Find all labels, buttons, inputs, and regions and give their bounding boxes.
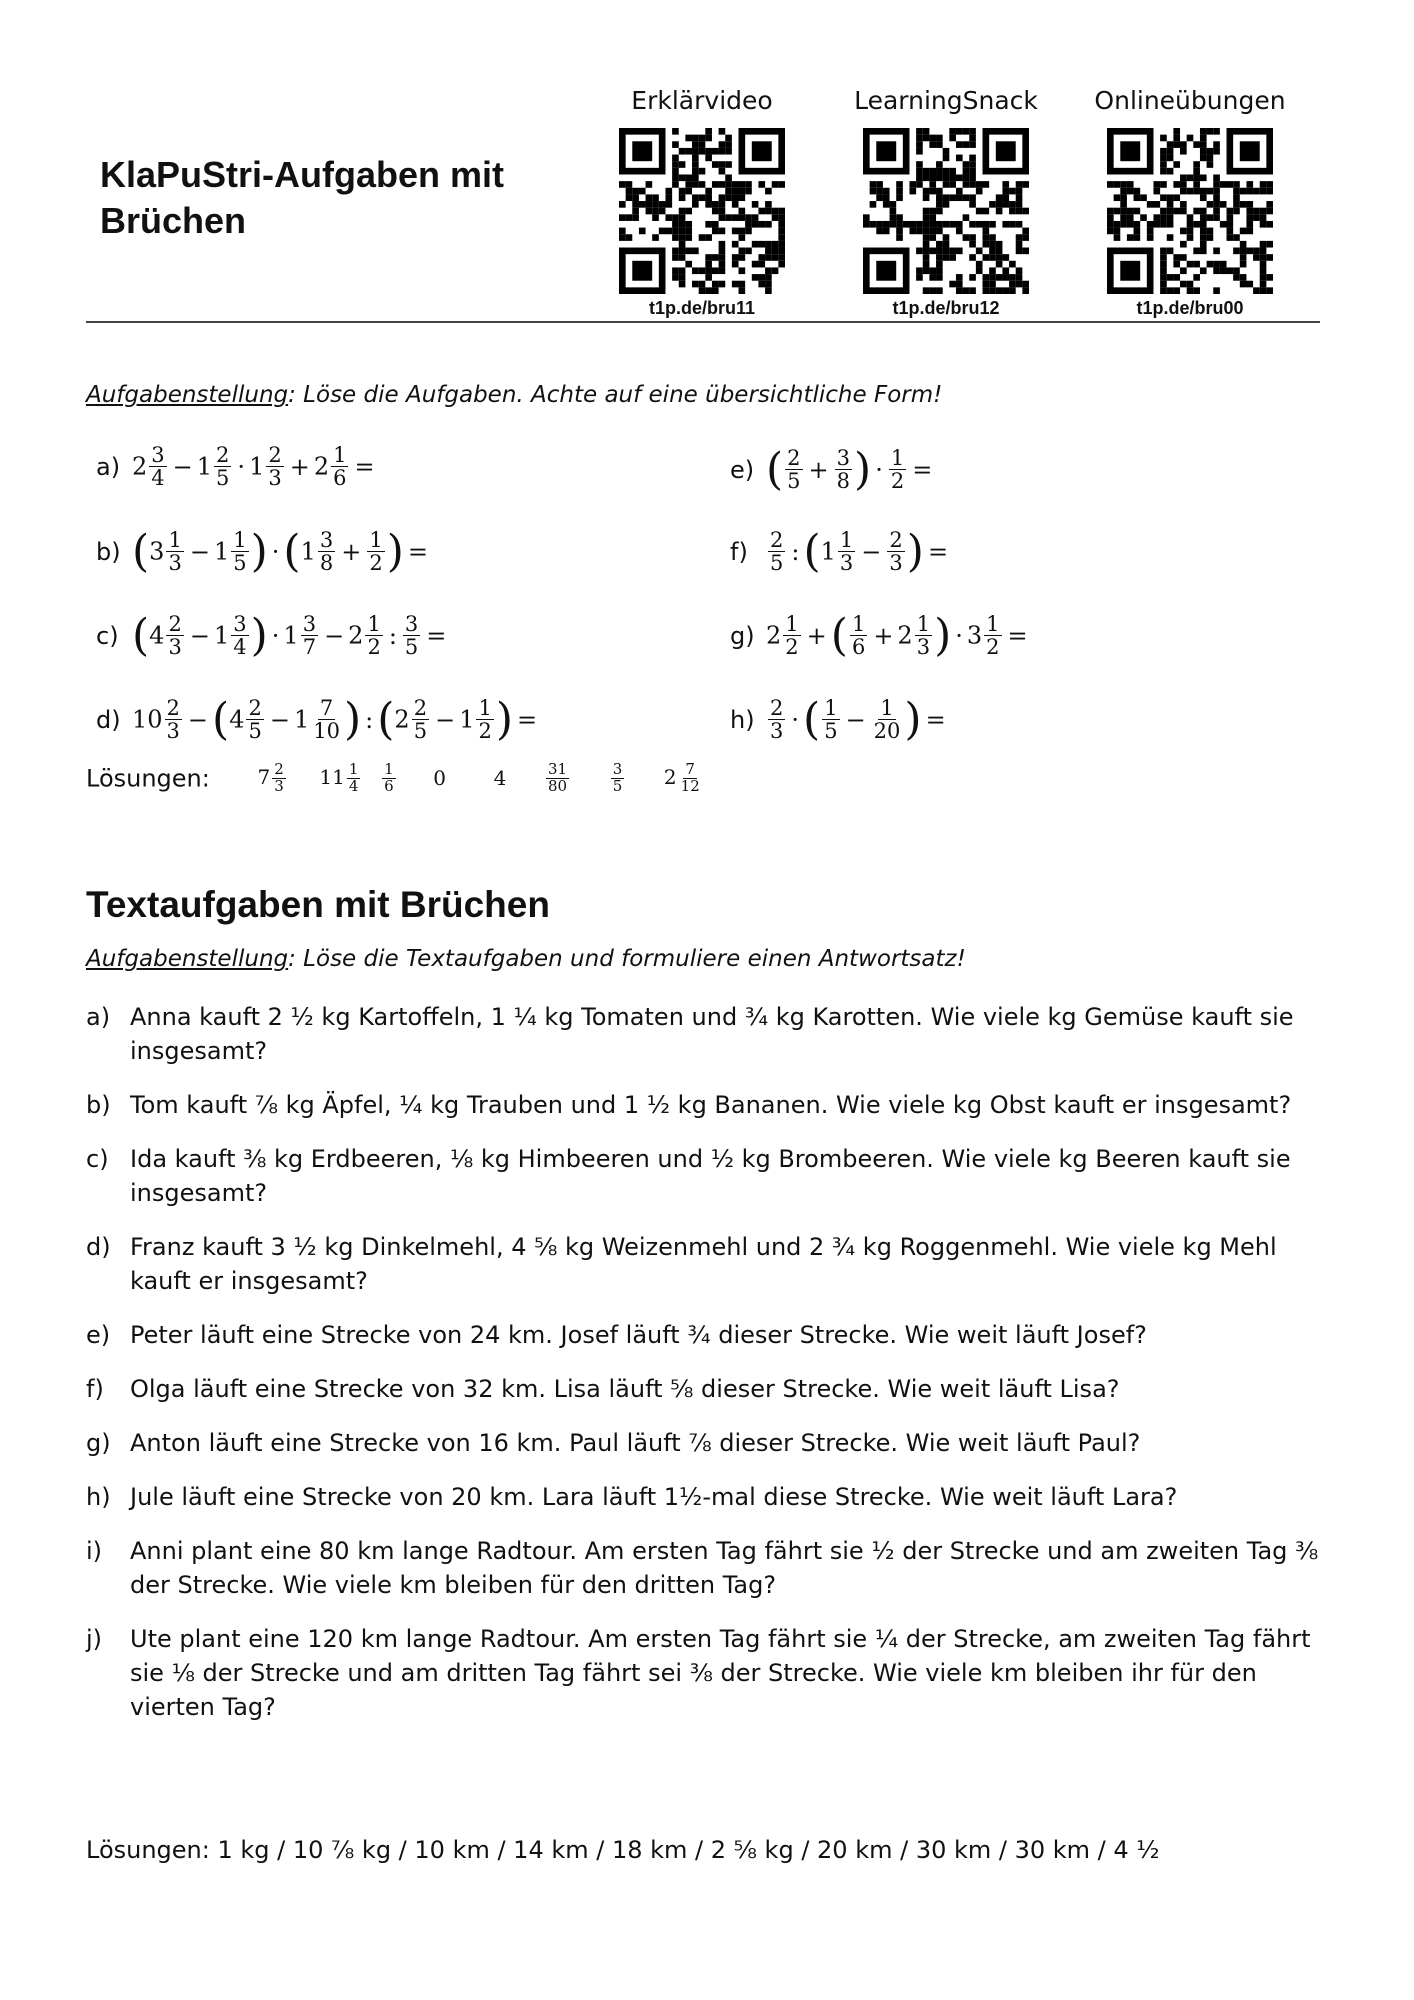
task-expression: ( $\frac{2}{5}$ + $\frac{3}{8}$ ) · $\frac{1}{2}$ = bbox=[766, 444, 933, 495]
word-problem bbox=[86, 1088, 1326, 1122]
word-problem bbox=[86, 1372, 1326, 1406]
solutions-label: Lösungen: bbox=[86, 764, 210, 793]
instruction-line bbox=[86, 946, 966, 972]
solution-value: $\frac{3}{5}$ bbox=[612, 760, 623, 795]
qr-label: Onlineübungen bbox=[1094, 86, 1286, 115]
task-label: h) bbox=[730, 705, 755, 734]
qr-code-icon[interactable] bbox=[619, 128, 785, 294]
math-task-c bbox=[96, 610, 450, 661]
instruction-label: Aufgabenstellung bbox=[86, 382, 289, 408]
task-label: g) bbox=[730, 621, 755, 650]
math-task-f bbox=[730, 526, 952, 577]
math-task-g bbox=[730, 610, 1032, 661]
qr-url: t1p.de/bru00 bbox=[1136, 298, 1244, 318]
task-expression: 10 $\frac{2}{3}$ −(4 $\frac{2}{5}$ − 1 $\frac{7}{10}$ ) :(2 $\frac{2}{5}$ − 1 $\frac{1}{2}$ ) = bbox=[132, 694, 538, 745]
math-task-a bbox=[96, 444, 379, 489]
instruction-text: : Löse die Textaufgaben und formuliere einen Antwortsatz! bbox=[288, 946, 966, 972]
word-problem bbox=[86, 1534, 1326, 1602]
word-problem-text: Tom kauft ⅞ kg Äpfel, ¼ kg Trauben und 1 ½ kg Bananen. Wie viele kg Obst kauft er insgesamt? bbox=[130, 1091, 1292, 1119]
qr-block-erklaervideo[interactable] bbox=[582, 84, 822, 319]
word-problem bbox=[86, 1000, 1326, 1068]
solution-value: 4 bbox=[493, 766, 507, 791]
word-problem-label: c) bbox=[86, 1145, 109, 1173]
section-heading: Textaufgaben mit Brüchen bbox=[86, 884, 550, 925]
word-problem-list bbox=[86, 1000, 1326, 1744]
word-problem-text: Ute plant eine 120 km lange Radtour. Am ersten Tag fährt sie ¼ der Strecke, am zweiten Tag fährt sie ⅛ der Strecke und am dritten Tag fährt sei ⅜ der Strecke. Wie viele km bleiben ihr für den vierten Tag? bbox=[130, 1625, 1311, 1721]
word-problem-label: b) bbox=[86, 1091, 111, 1119]
qr-code-icon[interactable] bbox=[863, 128, 1029, 294]
word-problem-label: e) bbox=[86, 1321, 111, 1349]
task-label: a) bbox=[96, 452, 121, 481]
solution-value: 0 bbox=[433, 766, 446, 791]
word-problem-text: Anton läuft eine Strecke von 16 km. Paul läuft ⅞ dieser Strecke. Wie weit läuft Paul? bbox=[130, 1429, 1141, 1457]
qr-label: Erklärvideo bbox=[631, 86, 773, 115]
task-expression: $\frac{2}{5}$ :(1 $\frac{1}{3}$ − $\frac{2}{3}$ ) = bbox=[770, 526, 949, 577]
word-problem bbox=[86, 1318, 1326, 1352]
task-expression: 2 $\frac{3}{4}$ − 1 $\frac{2}{5}$ · 1 $\frac{2}{3}$ + 2 $\frac{1}{6}$ = bbox=[132, 443, 375, 491]
solutions-math bbox=[86, 762, 704, 795]
word-problem-text: Anna kauft 2 ½ kg Kartoffeln, 1 ¼ kg Tomaten und ¾ kg Karotten. Wie viele kg Gemüse kauft sie insgesamt? bbox=[130, 1003, 1294, 1065]
word-problem-text: Jule läuft eine Strecke von 20 km. Lara läuft 1½-mal diese Strecke. Wie weit läuft Lara? bbox=[130, 1483, 1178, 1511]
solution-value: 11 $\frac{1}{4}$ bbox=[319, 760, 359, 795]
qr-block-learningsnack[interactable] bbox=[826, 84, 1066, 319]
instruction-label: Aufgabenstellung bbox=[86, 946, 289, 972]
solution-value: $\frac{31}{80}$ bbox=[548, 760, 568, 795]
qr-url: t1p.de/bru11 bbox=[648, 298, 756, 318]
instruction-line bbox=[86, 382, 942, 408]
word-problem-text: Anni plant eine 80 km lange Radtour. Am ersten Tag fährt sie ½ der Strecke und am zweiten Tag ⅜ der Strecke. Wie viele km bleiben für den dritten Tag? bbox=[130, 1537, 1319, 1599]
qr-block-onlineuebungen[interactable] bbox=[1070, 84, 1310, 319]
task-label: b) bbox=[96, 537, 121, 566]
word-problem-text: Peter läuft eine Strecke von 24 km. Josef läuft ¾ dieser Strecke. Wie weit läuft Josef? bbox=[130, 1321, 1147, 1349]
task-expression: (3 $\frac{1}{3}$ − 1 $\frac{1}{5}$ ) ·(1 $\frac{3}{8}$ + $\frac{1}{2}$ ) = bbox=[132, 526, 428, 577]
solution-value: 2 $\frac{7}{12}$ bbox=[663, 760, 700, 795]
math-task-h bbox=[730, 694, 950, 745]
word-problem bbox=[86, 1426, 1326, 1460]
word-problem bbox=[86, 1622, 1326, 1724]
qr-code-icon[interactable] bbox=[1107, 128, 1273, 294]
word-problem-text: Ida kauft ⅜ kg Erdbeeren, ⅛ kg Himbeeren und ½ kg Brombeeren. Wie viele kg Beeren kauft sie insgesamt? bbox=[130, 1145, 1291, 1207]
header-divider bbox=[86, 321, 1320, 323]
word-problem-label: f) bbox=[86, 1375, 104, 1403]
word-problem bbox=[86, 1230, 1326, 1298]
qr-url: t1p.de/bru12 bbox=[892, 298, 1000, 318]
page-title: KlaPuStri-Aufgaben mit Brüchen bbox=[100, 154, 505, 241]
solution-value: 7 $\frac{2}{3}$ bbox=[257, 760, 284, 795]
word-problem-label: d) bbox=[86, 1233, 111, 1261]
math-task-e bbox=[730, 444, 936, 495]
instruction-text: : Löse die Aufgaben. Achte auf eine übersichtliche Form! bbox=[288, 382, 943, 408]
word-problem-text: Franz kauft 3 ½ kg Dinkelmehl, 4 ⅝ kg Weizenmehl und 2 ¾ kg Roggenmehl. Wie viele kg Mehl kauft er insgesamt? bbox=[130, 1233, 1277, 1295]
word-problem-text: Olga läuft eine Strecke von 32 km. Lisa läuft ⅝ dieser Strecke. Wie weit läuft Lisa? bbox=[130, 1375, 1120, 1403]
task-expression: $\frac{2}{3}$ ·( $\frac{1}{5}$ − $\frac{1}{20}$ ) = bbox=[770, 694, 946, 745]
word-problem-label: h) bbox=[86, 1483, 111, 1511]
word-problem-label: i) bbox=[86, 1537, 103, 1565]
word-problem bbox=[86, 1142, 1326, 1210]
math-task-d bbox=[96, 694, 541, 745]
task-label: d) bbox=[96, 705, 121, 734]
task-expression: (4 $\frac{2}{3}$ − 1 $\frac{3}{4}$ ) · 1 $\frac{3}{7}$ − 2 $\frac{1}{2}$ : $\frac{3}{5}$ = bbox=[132, 610, 447, 661]
task-label: e) bbox=[730, 455, 755, 484]
qr-label: LearningSnack bbox=[854, 86, 1038, 115]
word-problem-label: g) bbox=[86, 1429, 111, 1457]
word-problem-label: j) bbox=[86, 1625, 103, 1653]
task-expression: 2 $\frac{1}{2}$ +( $\frac{1}{6}$ + 2 $\frac{1}{3}$ ) · 3 $\frac{1}{2}$ = bbox=[766, 610, 1028, 661]
task-label: f) bbox=[730, 537, 748, 566]
word-problem-label: a) bbox=[86, 1003, 111, 1031]
word-problem bbox=[86, 1480, 1326, 1514]
math-task-b bbox=[96, 526, 432, 577]
solution-value: $\frac{1}{6}$ bbox=[384, 760, 394, 795]
task-label: c) bbox=[96, 621, 119, 650]
solutions-word-problems: Lösungen: 1 kg / 10 ⅞ kg / 10 km / 14 km / 18 km / 2 ⅝ kg / 20 km / 30 km / 30 km / 4 ½ bbox=[86, 1836, 1160, 1864]
